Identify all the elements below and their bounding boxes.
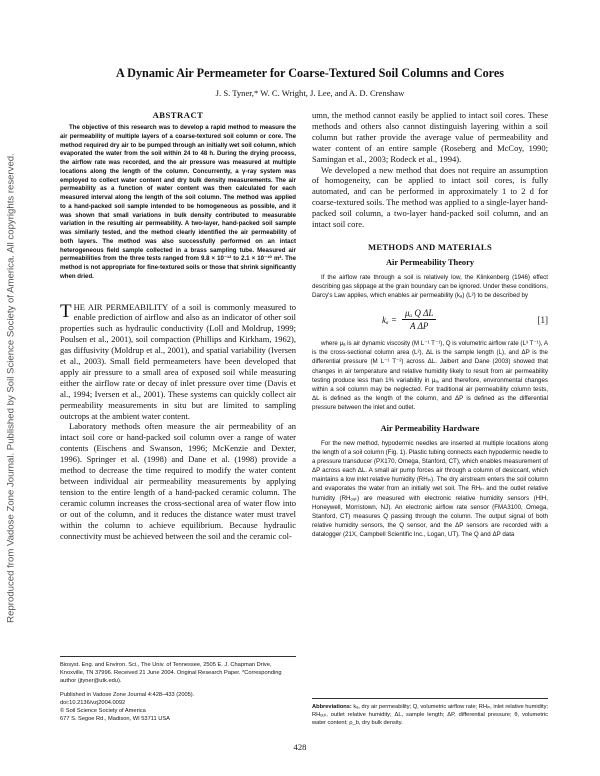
right-column: [312, 110, 548, 539]
intro-p1-text: of a soil is commonly measured to enable prediction of airflow and also as an indicator of other soil properties such as hydraulic conductivity (Loll and Moldrup, 1999; Poulsen et al., 2001), soil compaction (Phillips and Kirkham, 1962), gas diffusivity (Moldrup et al., 2001), and spatial variability (Iversen et al., 2003). Small field permeameters have been developed that apply air pressure to a small area of exposed soil while measuring either the airflow rate or decay of inlet pressure over time (Davis et al., 1994; Iversen et al., 2001). These systems can quickly collect air permeability measurements in situ but are limited to sampling outcrops at the ambient water content.: [60, 301, 296, 421]
subsection-heading-theory: Air Permeability Theory: [385, 257, 475, 267]
abstract-heading: ABSTRACT: [152, 110, 204, 120]
page-number: 428: [293, 742, 307, 752]
intro-lead-words: HE AIR PERMEABILITY: [73, 301, 169, 312]
equation-1: [312, 308, 548, 331]
drop-cap: T: [60, 300, 72, 322]
continued-paragraph: umn, the method cannot easily be applied to intact soil cores. These methods and others also cannot distinguish layering within a soil column but rather provide the average value of permeability and water content of an entire sample (Roseberg and McCoy, 1990; Samingan et al., 2003; Rodeck et al., 1994).: [312, 110, 548, 164]
section-heading-methods: METHODS AND MATERIALS: [367, 241, 493, 252]
sidebar-text: Reproduced from Vadose Zone Journal. Published by Soil Science Society of America. All copyrights reserved.: [5, 153, 17, 623]
author-list: J. S. Tyner,* W. C. Wright, J. Lee, and A. D. Crenshaw: [215, 88, 405, 98]
abbreviations-label: Abbreviations:: [312, 704, 352, 710]
left-column: [60, 110, 296, 541]
abstract-text: The objective of this research was to develop a rapid method to measure the air permeability of multiple layers of a coarse-textured soil column or core. The method required dry air to be pumped through an initially wet soil column, which evaporated the water from the soil within 24 to 48 h. During the drying process, the airflow rate was recorded, and the air pressure was measured at multiple locations along the length of the column. Concurrently, a γ-ray system was employed to collect water content and dry bulk density measurements. The air permeability as a function of water content was then calculated for each measured interval along the length of the soil column. The method was applied to a hand-packed soil sample intended to be homogeneous as possible, and it was shown that small variations in bulk density contributed to measurable variation in the resulting air permeability. A two-layer, hand-packed soil sample was similarly tested, and the method clearly identified the air permeability of both layers. The method was also successfully performed on an intact heterogeneous field sample collected in a brass sampling tube. Measured air permeabilities from the three tests ranged from 9.8 × 10⁻¹² to 2.1 × 10⁻¹⁰ m². The method is not appropriate for fine-textured soils or those that shrink significantly when dried.: [60, 124, 296, 280]
theory-paragraph-2: where μₐ is air dynamic viscosity (M L⁻¹ T⁻¹), Q is volumetric airflow rate (L³ T⁻¹), A is the cross-sectional column area (L²), ΔL is the sample length (L), and ΔP is the differential pressure (M L⁻¹ T⁻²) across ΔL. Jalbert and Dane (2003) showed that changes in air temperature and relative humidity likely to result from air permeability testing produce less than 1% variability in μₐ, and therefore, environmental changes within a soil column may be neglected. For traditional air permeability column tests, ΔL is defined as the length of the column, and ΔP is defined as the differential pressure between the inlet and outlet.: [312, 340, 548, 411]
equation-fraction: [402, 308, 436, 331]
equation-numerator: μₐ Q ΔL: [402, 308, 436, 320]
equation-lhs: kₐ =: [382, 314, 397, 325]
affiliation-footnote: [60, 656, 296, 723]
method-overview-paragraph: We developed a new method that does not require an assumption of homogeneity, can be applied to intact soil cores, is fully automated, and can be performed in approximately 1 to 2 d for coarse-textured soils. The method was applied to a single-layer hand-packed soil column, a two-layer hand-packed soil column, and an intact soil core.: [312, 164, 548, 230]
address-line: 677 S. Segoe Rd., Madison, WI 53711 USA: [60, 716, 170, 722]
intro-paragraph-2: Laboratory methods often measure the air permeability of an intact soil core or hand-packed soil column over a range of water contents (Eischens and Swanson, 1996; McKenzie and Dexter, 1996). Springer et al. (1998) and Dane et al. (1998) provide a method to decrease the time required to modify the water content between individual air permeability measurements by applying tension to the entire length of a hand-packed ceramic column. The ceramic column increases the cross-sectional area of water flow into or out of the column, and it reduces the distance water must travel within the column to achieve equilibrium. Because hydraulic connectivity must be achieved between the soil and the ceramic col-: [60, 421, 296, 541]
hardware-paragraph: For the new method, hypodermic needles are inserted at multiple locations along the length of a soil column (Fig. 1). Plastic tubing connects each hypodermic needle to a pressure transducer (PX170, Omega, Stanford, CT), which enables measurement of ΔP across each ΔL. A small air pump forces air through a column of desiccant, which maintains a low inlet relative humidity (RHᵢₙ). The dry airstream enters the soil column and evaporates the water from an initially wet soil. The RHᵢₙ and the outlet relative humidity (RHₒᵤₜ) are measured with electronic relative humidity sensors (HIH, Honeywell, Morristown, NJ). An electronic airflow rate sensor (FMA3100, Omega, Stanford, CT) measures Q passing through the column. The output signal of both relative humidity sensors, the Q sensor, and the ΔP sensors are recorded with a datalogger (21X, Campbell Scientific Inc., Logan, UT). The Q and ΔP data: [312, 440, 548, 538]
equation-number: [1]: [537, 314, 548, 325]
abbreviations-text: kₐ, dry air permeability; Q, volumetric airflow rate; RHᵢₙ, inlet relative humidity; RHₒᵤₜ, outlet relative humidity; ΔL, sample length; ΔP, differential pressure; θ, volumetric water content; ρ_b, dry bulk density.: [312, 704, 549, 726]
doi-line: doi:10.2136/vzj2004.0092: [60, 700, 126, 706]
abbreviations-note: [312, 698, 548, 727]
affiliation-text: Biosyst. Eng. and Environ. Sci., The Univ. of Tennessee, 2505 E. J. Chapman Drive, Knoxville, TN 37996. Received 21 June 2004. Original Research Paper. *Corresponding author (jtyner@utk.edu).: [60, 662, 282, 684]
copyright-line: © Soil Science Society of America: [60, 708, 146, 714]
paper-title: A Dynamic Air Permeameter for Coarse-Textured Soil Columns and Cores: [115, 66, 505, 80]
intro-paragraph-1: [60, 302, 296, 422]
equation-denominator: A ΔP: [409, 321, 429, 332]
theory-paragraph-1: If the airflow rate through a soil is relatively low, the Klinkenberg (1946) effect describing gas slippage at the grain boundary can be ignored. Under these conditions, Darcy's Law applies, which enables air permeability (kₐ) (L²) to be described by: [312, 273, 548, 300]
copyright-sidebar: [0, 0, 22, 776]
subsection-heading-hardware: Air Permeability Hardware: [380, 424, 480, 433]
published-line: Published in Vadose Zone Journal 4:428–433 (2005).: [60, 692, 195, 698]
